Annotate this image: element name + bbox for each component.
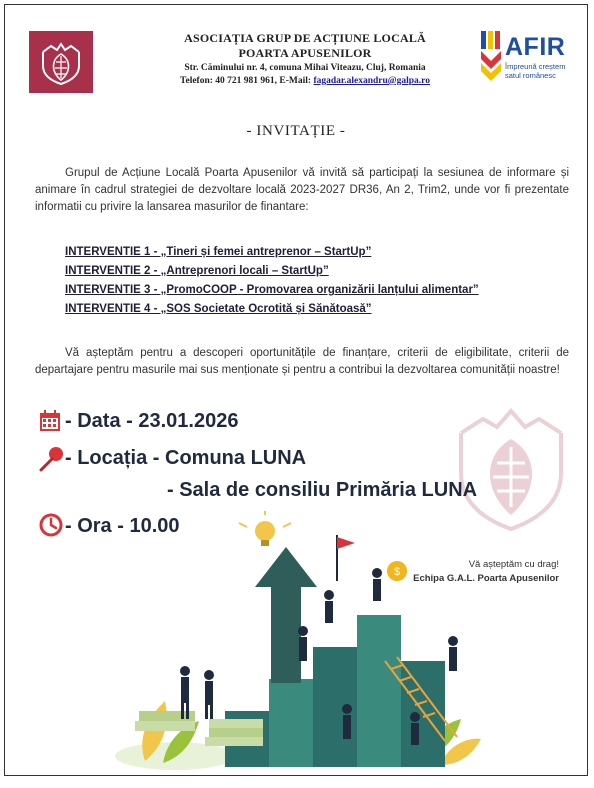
event-location: - Locația - Comuna LUNA [65,447,307,469]
org-name-line1: ASOCIAȚIA GRUP DE ACȚIUNE LOCALĂ [184,31,426,45]
event-time: - Ora - 10.00 [65,515,180,537]
signoff-team: Echipa G.A.L. Poarta Apusenilor [413,573,559,584]
calendar-icon [39,410,61,432]
intervention-item: INTERVENTIE 2 - „Antreprenori locali – StartUp” [65,265,329,277]
interventions-list [65,243,575,319]
org-phone: Telefon: 40 721 981 961, E-Mail: [180,76,312,86]
page-title: - INVITAȚIE - [246,123,346,139]
intervention-item: INTERVENTIE 4 - „SOS Societate Ocrotită și Sănătoasă” [65,303,372,315]
header-block [155,31,455,88]
gal-logo [29,31,93,93]
map-pin-icon [39,446,65,472]
org-contact [155,75,455,88]
clock-icon [39,513,63,537]
afir-tagline [505,62,565,80]
signoff-thanks: Vă așteptăm cu drag! [468,559,559,570]
intro-paragraph: Grupul de Acțiune Locală Poarta Apusenilor vă invită să participați la sesiunea de informare și animare în cadrul strategiei de dezvoltare locală 2023-2027 DR36, An 2, Trim2, unde vor fi prezentate informatii cu privire la lansarea masurilor de finantare: [35,167,569,213]
growth-stairs-illustration [115,511,495,773]
afir-logo-text: AFIR [505,33,566,61]
afir-tagline-line1: Împreună creștem [505,62,566,71]
afir-emblem-icon [479,31,503,85]
svg-text:$: $ [393,566,401,578]
org-email-link[interactable]: fagadar.alexandru@galpa.ro [313,76,430,86]
gal-emblem-icon [39,38,83,86]
org-address: Str. Căminului nr. 4, comuna Mihai Viteazu, Cluj, Romania [184,63,426,73]
event-date: - Data - 23.01.2026 [65,410,239,432]
org-name-line2: POARTA APUSENILOR [238,46,372,60]
invitation-page [4,4,588,776]
intervention-item: INTERVENTIE 3 - „PromoCOOP - Promovarea organizării lanțului alimentar” [65,284,479,296]
afir-tagline-line2: satul românesc [505,71,556,80]
intervention-item: INTERVENTIE 1 - „Tineri și femei antreprenor – StartUp” [65,246,372,258]
closing-paragraph: Vă așteptăm pentru a descoperi oportunitățile de finanțare, criterii de eligibilitate, criterii de departajare pentru masurile mai sus menționate și pentru a contribui la dezvoltarea comunității noastre! [35,347,569,376]
event-venue: - Sala de consiliu Primăria LUNA [167,479,478,501]
afir-logo [479,29,579,87]
